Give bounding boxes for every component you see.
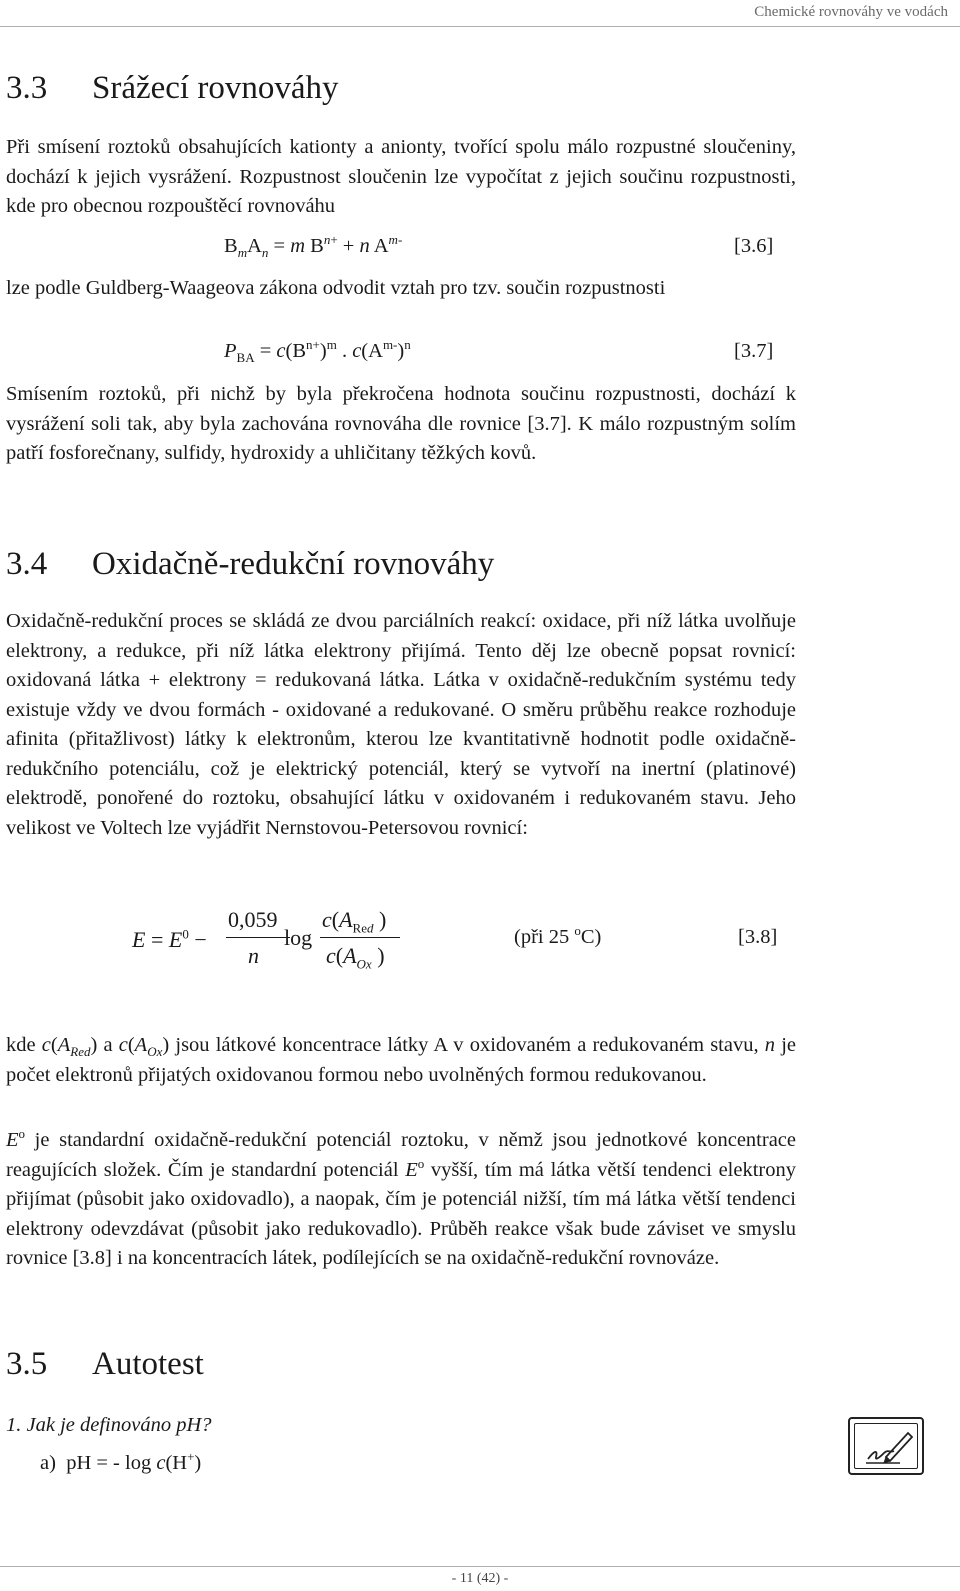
fraction-denominator: n: [248, 943, 259, 968]
section-heading-3-3: [6, 70, 339, 107]
log-operator: log: [284, 925, 313, 950]
section-title: Oxidačně-redukční rovnováhy: [92, 546, 495, 582]
header-rule: [0, 26, 960, 27]
paragraph: Smísením roztoků, při nichž by byla překročena hodnota součinu rozpustnosti, dochází k vysrážení soli tak, aby byla zachována rovnováha dle rovnice [3.7]. K málo rozpustným solím patří fosforečnany, sulfidy, hydroxidy a uhličitany těžkých kovů.: [6, 383, 796, 464]
section-title: Autotest: [92, 1346, 204, 1382]
log-fraction-line: [320, 937, 400, 938]
footer-rule: [0, 1566, 960, 1567]
section-heading-3-5: [6, 1346, 204, 1383]
log-numerator: $c(A_{Red}$ ): [322, 907, 387, 936]
paragraph: lze podle Guldberg-Waageova zákona odvodit vztah pro tzv. součin rozpustnosti: [6, 277, 666, 299]
equation-number: [3.7]: [734, 340, 774, 362]
running-header: Chemické rovnováhy ve vodách: [754, 4, 948, 20]
equation-number: [3.8]: [738, 926, 778, 948]
section-number: 3.5: [6, 1346, 48, 1382]
lhs: $E = E^0$ −: [132, 926, 207, 952]
paragraph: $E^o$ je standardní oxidačně-redukční potenciál roztoku, v němž jsou jednotkové koncentrace reagujících složek. Čím je standardní potenciál $E^o$ vyšší, tím má látka větší tendenci elektrony přijímat (působit jako oxidovadlo), a naopak, čím je potenciál nižší, tím má látka větší tendenci elektrony odevzdávat (působit jako redukovadlo). Průběh reakce však bude záviset ve smyslu rovnice [3.8] i na koncentracích látek, podílejících se na oxidačně-redukční rovnováze.: [6, 1126, 796, 1269]
autotest-answer: a) pH = - log c(H+): [40, 1449, 202, 1474]
paragraph: kde $c(A_{Red})$ a $c(A_{Ox})$ jsou látkové koncentrace látky A v oxidovaném a redukovaném stavu, n je počet elektronů přijatých oxidovanou formou nebo uvolněných formou redukovanou.: [6, 1034, 796, 1086]
paragraph: Při smísení roztoků obsahujících kationty a anionty, tvořící spolu málo rozpustné sloučeniny, dochází k jejich vysrážení. Rozpustnost sloučenin lze vypočítat z jejich součinu rozpustnosti, kde pro obecnou rozpouštěcí rovnováhu: [6, 136, 796, 217]
page-number: - 11 (42) -: [451, 1571, 509, 1586]
section-heading-3-4: [6, 546, 494, 583]
section-title: Srážecí rovnováhy: [92, 70, 339, 106]
log-denominator: $c(A_{Ox}$ ): [326, 943, 385, 972]
section-number: 3.4: [6, 546, 48, 582]
equation-3-7: $P_{BA} = c(B^{n+})^m$ . $c(A^{m-})^n$: [224, 337, 411, 366]
paragraph: Oxidačně-redukční proces se skládá ze dvou parciálních reakcí: oxidace, při níž látka uvolňuje elektrony, a redukce, při níž látka elektrony přijímá. Tento děj lze obecně popsat rovnicí: oxidovaná látka + elektrony = redukovaná látka. Látka v oxidačně-redukčním systému tedy existuje vždy ve dvou formách - oxidované a redukované. O směru průběhu reakce rozhoduje afinita (přitažlivost) látky k elektronům, kterou lze kvantitativně hodnotit podle oxidačně-redukčního potenciálu, což je elektrický potenciál, který se vytvoří na inertní (platinové) elektrodě, ponořené do roztoku, obsahující látku v oxidovaném i redukovaném stavu. Jeho velikost ve Voltech lze vyjádřit Nernstovou-Petersovou rovnicí:: [6, 610, 796, 839]
equation-3-8: [132, 907, 532, 983]
equation-3-6: $B_mA_n = m$ $B^{n+} + n$ $A^{m-}$: [224, 232, 403, 261]
fraction-numerator: 0,059: [228, 907, 278, 932]
fraction-line: [226, 937, 290, 938]
autotest-question: 1. Jak je definováno pH?: [6, 1414, 212, 1436]
equation-number: [3.6]: [734, 235, 774, 257]
equation-condition: (při 25 $^o$C): [514, 923, 602, 948]
section-number: 3.3: [6, 70, 48, 106]
pencil-writing-icon: [848, 1417, 924, 1475]
